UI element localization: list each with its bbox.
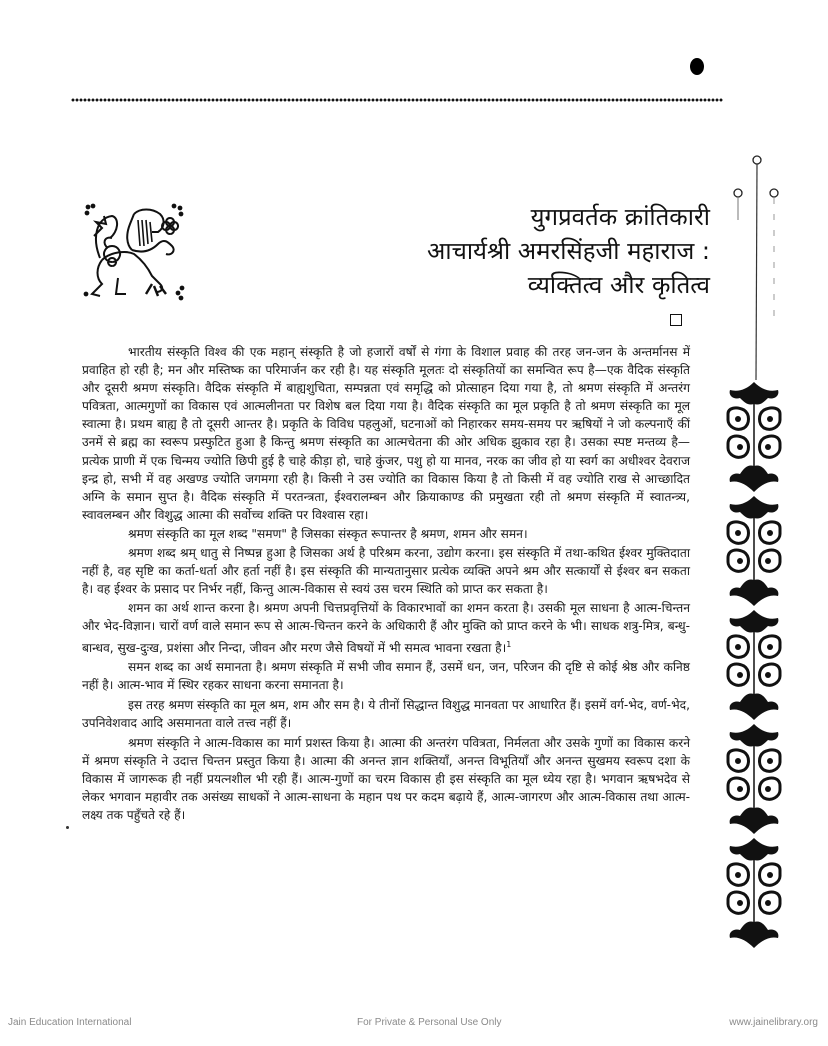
paragraph-2: श्रमण संस्कृति का मूल शब्द "समण" है जिसका संस्कृत रूपान्तर है श्रमण, शमन और समन। (128, 526, 528, 541)
footer-usage-notice: For Private & Personal Use Only (357, 1017, 502, 1028)
lion-emblem-icon (82, 198, 188, 302)
title-line-2: आचार्यश्री अमरसिंहजी महाराज : (427, 237, 710, 265)
filled-circle-bullet-icon (690, 58, 704, 75)
paragraph-4-text: शमन का अर्थ शान्त करना है। श्रमण अपनी चित्तप्रवृत्तियों के विकारभावों का शमन करता है। उसकी मूल साधना है आत्म-चिन्तन और भेद-विज्ञान। चारों वर्ण वाले समान रूप से आत्म-चिन्तन करने के अधिकारी हैं और मुक्ति को प्राप्त करने के भी। साधक शत्रु-मित्र, बन्धु-बान्धव, सुख-दुःख, प्रशंसा और निन्दा, जीवन और मरण जैसे विषयों में भी समत्व भावना रखता है। (82, 601, 690, 655)
margin-dot (66, 826, 69, 829)
footer-publisher: Jain Education International (8, 1017, 132, 1028)
hollow-square-icon (670, 314, 682, 326)
footer-website-link[interactable]: www.jainelibrary.org (729, 1017, 818, 1028)
floral-ornament-border-icon (724, 380, 784, 950)
paragraph-1: भारतीय संस्कृति विश्व की एक महान् संस्कृति है जो हजारों वर्षों से गंगा के विशाल प्रवाह की तरह जन-जन के अन्तर्मानस में प्रवाहित हो रही है; मन और मस्तिष्क का परिमार्जन कर रही है। यह संस्कृति मूलतः दो संस्कृतियों का समन्वित रूप है—एक वैदिक संस्कृति और दूसरी श्रमण संस्कृति। वैदिक संस्कृति में बाह्यशुचिता, सम्पन्नता एवं समृद्धि को प्रोत्साहन दिया गया है, तो श्रमण संस्कृति में अन्तरंग पवित्रता, आत्मगुणों का विकास एवं आत्मलीनता पर विशेष बल दिया गया है। वैदिक संस्कृति का मूल प्रकृति है तो श्रमण संस्कृति का मूल स्वात्मा है। प्रथम बाह्य है तो दूसरी आन्तर है। प्रकृति के विविध पहलुओं, घटनाओं को निहारकर समय-समय पर ऋषियों ने जो कल्पनाएँ कीं उनमें से ब्रह्म का स्वरूप प्रस्फुटित हुआ है किन्तु श्रमण संस्कृति का आत्मचेतना की ओर अधिक झुकाव रहा है। उसका स्पष्ट मन्तव्य है—प्रत्येक प्राणी में एक चिन्मय ज्योति छिपी हुई है चाहे कीड़ा हो, चाहे कुंजर, पशु हो या मानव, नरक का जीव हो या स्वर्ग का अधीश्वर देवराज इन्द्र हो, सभी में वह अखण्ड ज्योति जगमगा रही है। किसी ने उस ज्योति का विकास किया है तो किसी में वह ज्योति राख से आच्छादित अग्नि के समान सुप्त है। वैदिक संस्कृति में परतन्त्रता, ईश्वरालम्बन और क्रियाकाण्ड की प्रमुखता रही तो श्रमण संस्कृति में स्वातन्त्र्य, स्वावलम्बन और विशुद्ध आत्मा की सर्वोच्च शक्ति पर विश्वास रहा। (82, 345, 690, 522)
ornament-stems-icon (726, 140, 790, 380)
footnote-marker: 1 (506, 639, 512, 649)
article-body (82, 343, 690, 826)
title-line-3: व्यक्तित्व और कृतित्व (527, 271, 710, 299)
dotted-separator-rule (71, 98, 723, 102)
paragraph-7: श्रमण संस्कृति ने आत्म-विकास का मार्ग प्रशस्त किया है। आत्मा की अन्तरंग पवित्रता, निर्मलता और उसके गुणों का विकास करने में श्रमण संस्कृति ने उदात्त चिन्तन प्रस्तुत किया है। आत्मा की अनन्त ज्ञान शक्तियाँ, अनन्त विभूतियाँ और अनन्त सुखमय स्वरूप दशा के विकास में जागरूक ही नहीं प्रयत्नशील भी रही हैं। आत्म-गुणों का चरम विकास ही इस संस्कृति का मूल ध्येय रहा है। भगवान ऋषभदेव से लेकर भगवान महावीर तक असंख्य साधकों ने आत्म-साधना के महान पथ पर कदम बढ़ाये हैं, आत्म-जागरण और आत्म-विकास तथा आत्म-लक्ष्य तक पहुँचते रहे हैं। (82, 736, 690, 823)
article-title (427, 200, 710, 302)
paragraph-4 (82, 599, 690, 656)
paragraph-3: श्रमण शब्द श्रम् धातु से निष्पन्न हुआ है जिसका अर्थ है परिश्रम करना, उद्योग करना। इस संस्कृति में तथा-कथित ईश्वर मुक्तिदाता नहीं है, वह सृष्टि का कर्ता-धर्ता और हर्ता नहीं है। इस संस्कृति की मान्यतानुसार प्रत्येक व्यक्ति अपने श्रम और सत्कार्यों से ईश्वर बन सकता है। वह ईश्वर के प्रसाद पर निर्भर नहीं, किन्तु आत्म-विकास से स्वयं उस चरम स्थिति को प्राप्त कर सकता है। (82, 546, 690, 597)
paragraph-6: इस तरह श्रमण संस्कृति का मूल श्रम, शम और सम है। ये तीनों सिद्धान्त विशुद्ध मानवता पर आधारित हैं। इसमें वर्ग-भेद, वर्ण-भेद, उपनिवेशवाद आदि असमानता वाले तत्त्व नहीं हैं। (82, 697, 690, 730)
title-line-1: युगप्रवर्तक क्रांतिकारी (530, 203, 710, 231)
paragraph-5: समन शब्द का अर्थ समानता है। श्रमण संस्कृति में सभी जीव समान हैं, उसमें धन, जन, परिजन की दृष्टि से कोई श्रेष्ठ और कनिष्ठ नहीं है। आत्म-भाव में स्थिर रहकर साधना करना समानता है। (82, 659, 690, 692)
